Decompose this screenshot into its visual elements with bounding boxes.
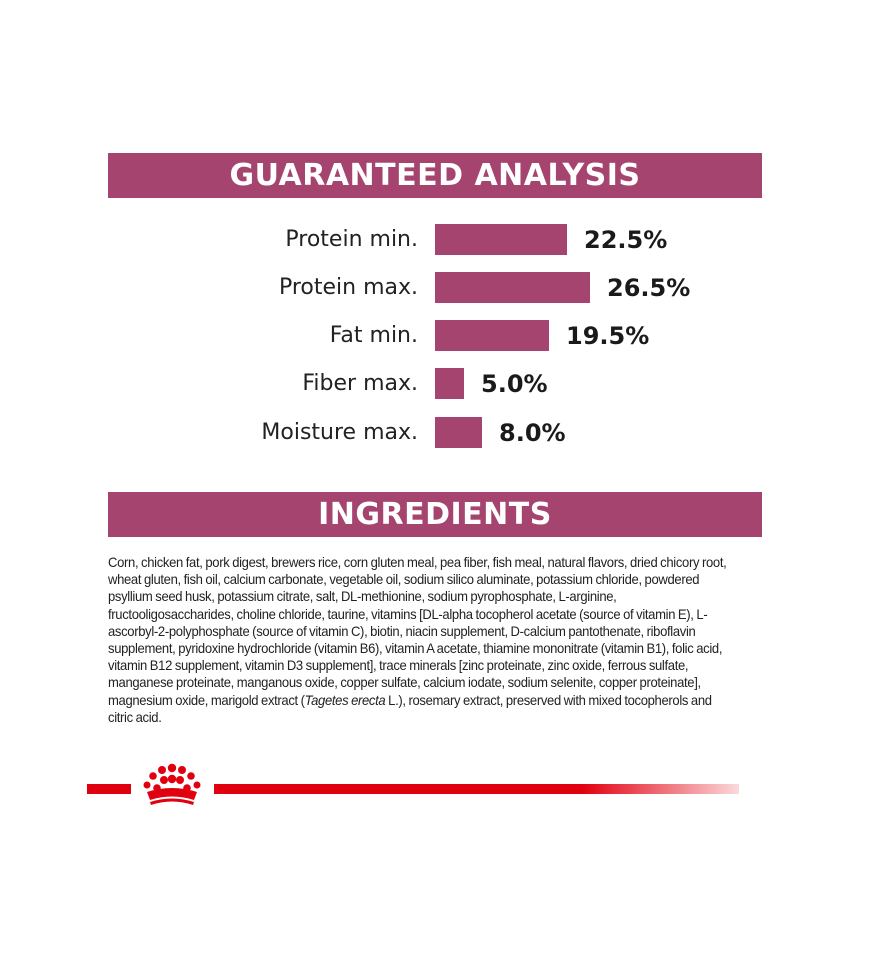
analysis-value: 8.0% — [499, 419, 566, 447]
analysis-bar — [435, 272, 590, 303]
ingredients-text-main: Corn, chicken fat, pork digest, brewers rice, corn gluten meal, pea fiber, fish meal, natural flavors, dried chicory root, wheat gluten, fish oil, calcium carbonate, vegetable oil, sodium silico aluminate, potassium chloride, powdered psyllium seed husk, potassium citrate, salt, DL-methionine, sodium pyrophosphate, L-arginine, fructooligosaccharides, choline chloride, taurine, vitamins [DL-alpha tocopherol acetate (source of vitamin E), L-ascorbyl-2-polyphosphate (source of vitamin C), biotin, niacin supplement, D-calcium pantothenate, riboflavin supplement, pyridoxine hydrochloride (vitamin B6), vitamin A acetate, thiamine mononitrate (vitamin B1), folic acid, vitamin B12 supplement, vitamin D3 supplement], trace minerals [zinc proteinate, zinc oxide, ferrous sulfate, manganese proteinate, manganous oxide, copper sulfate, calcium iodate, sodium selenite, copper proteinate], magnesium oxide, marigold extract ( — [108, 555, 727, 708]
analysis-row — [0, 367, 870, 401]
analysis-label: Fat min. — [329, 323, 418, 348]
analysis-value: 26.5% — [607, 274, 691, 302]
ingredients-text — [108, 554, 732, 726]
footer-line-right — [214, 784, 739, 794]
ingredients-text-italic: Tagetes erecta — [304, 692, 386, 708]
crown-icon — [133, 762, 211, 810]
footer-line-left — [87, 784, 131, 794]
analysis-row — [0, 271, 870, 305]
analysis-label: Moisture max. — [261, 420, 418, 445]
analysis-label: Fiber max. — [302, 371, 418, 396]
analysis-row — [0, 319, 870, 353]
analysis-value: 5.0% — [481, 370, 548, 398]
guaranteed-analysis-title: GUARANTEED ANALYSIS — [229, 158, 641, 193]
analysis-bar — [435, 417, 482, 448]
analysis-value: 19.5% — [566, 322, 650, 350]
analysis-label: Protein min. — [285, 227, 418, 252]
ingredients-title: INGREDIENTS — [318, 497, 552, 532]
analysis-bar — [435, 224, 567, 255]
analysis-row — [0, 223, 870, 257]
ingredients-text-end: L.), rosemary extract, preserved with mixed tocopherols and citric acid. — [108, 692, 712, 725]
analysis-bar — [435, 320, 549, 351]
guaranteed-analysis-header — [108, 153, 762, 198]
ingredients-header — [108, 492, 762, 537]
analysis-value: 22.5% — [584, 226, 668, 254]
analysis-row — [0, 416, 870, 450]
analysis-bar — [435, 368, 464, 399]
analysis-label: Protein max. — [278, 275, 418, 300]
